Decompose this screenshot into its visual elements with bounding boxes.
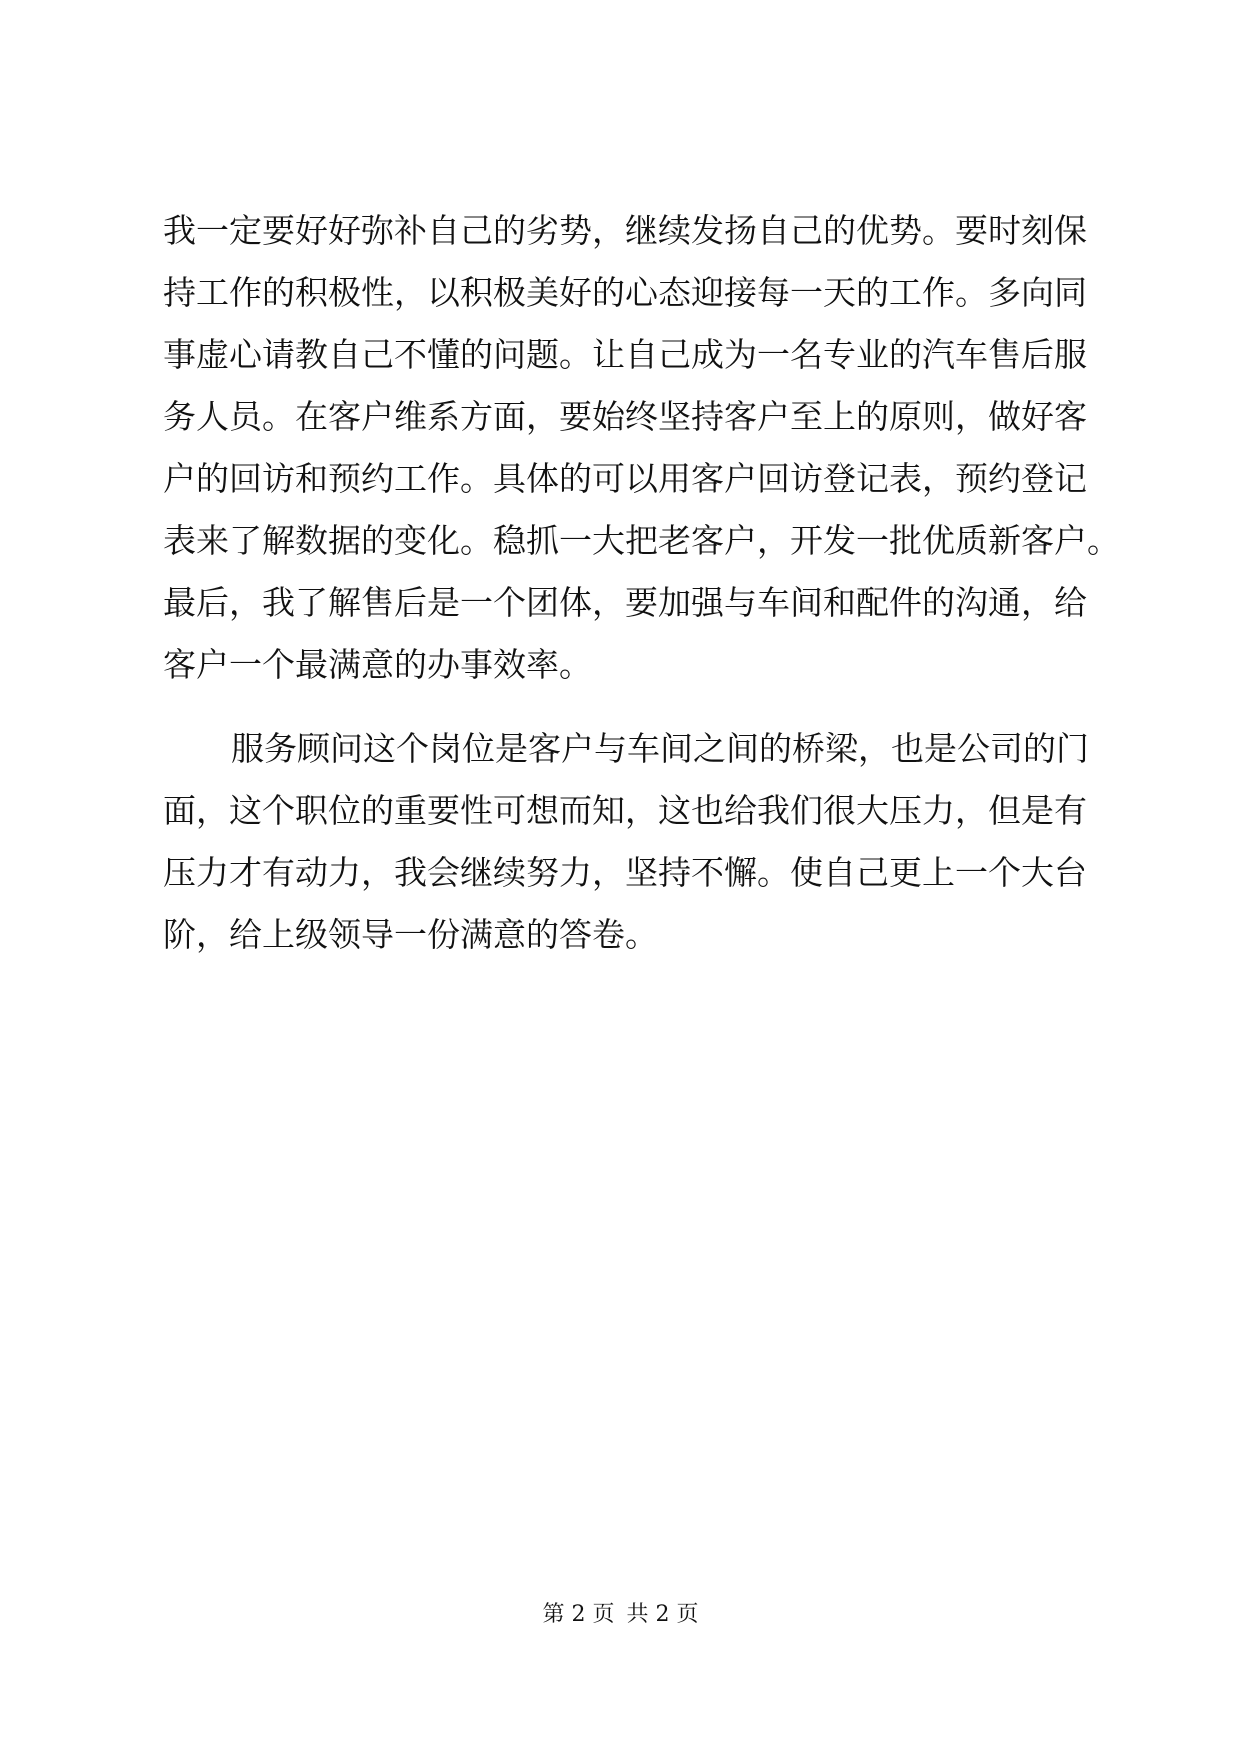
paragraph-1-line-4: 务人员。在客户维系方面，要始终坚持客户至上的原则，做好客 (163, 397, 1087, 436)
paragraph-1-line-3: 事虚心请教自己不懂的问题。让自己成为一名专业的汽车售后服 (163, 335, 1087, 374)
paragraph-1-line-5: 户的回访和预约工作。具体的可以用客户回访登记表，预约登记 (163, 459, 1087, 498)
paragraph-2-line-2: 面，这个职位的重要性可想而知，这也给我们很大压力，但是有 (163, 791, 1087, 830)
page-number-current: 第 2 页 (542, 1602, 615, 1627)
paragraph-1-line-8: 客户一个最满意的办事效率。 (163, 645, 592, 684)
paragraph-1-line-7: 最后，我了解售后是一个团体，要加强与车间和配件的沟通，给 (163, 583, 1087, 622)
paragraph-2-line-1: 服务顾问这个岗位是客户与车间之间的桥梁，也是公司的门 (231, 729, 1089, 768)
paragraph-1-line-2: 持工作的积极性，以积极美好的心态迎接每一天的工作。多向同 (163, 273, 1087, 312)
paragraph-2-line-3: 压力才有动力，我会继续努力，坚持不懈。使自己更上一个大台 (163, 853, 1087, 892)
paragraph-1-line-6: 表来了解数据的变化。稳抓一大把老客户，开发一批优质新客户。 (163, 521, 1120, 560)
page-number-total: 共 2 页 (626, 1602, 699, 1627)
page-footer (0, 1600, 1241, 1630)
paragraph-2-line-4: 阶，给上级领导一份满意的答卷。 (163, 915, 658, 954)
paragraph-1-line-1: 我一定要好好弥补自己的劣势，继续发扬自己的优势。要时刻保 (163, 211, 1087, 250)
